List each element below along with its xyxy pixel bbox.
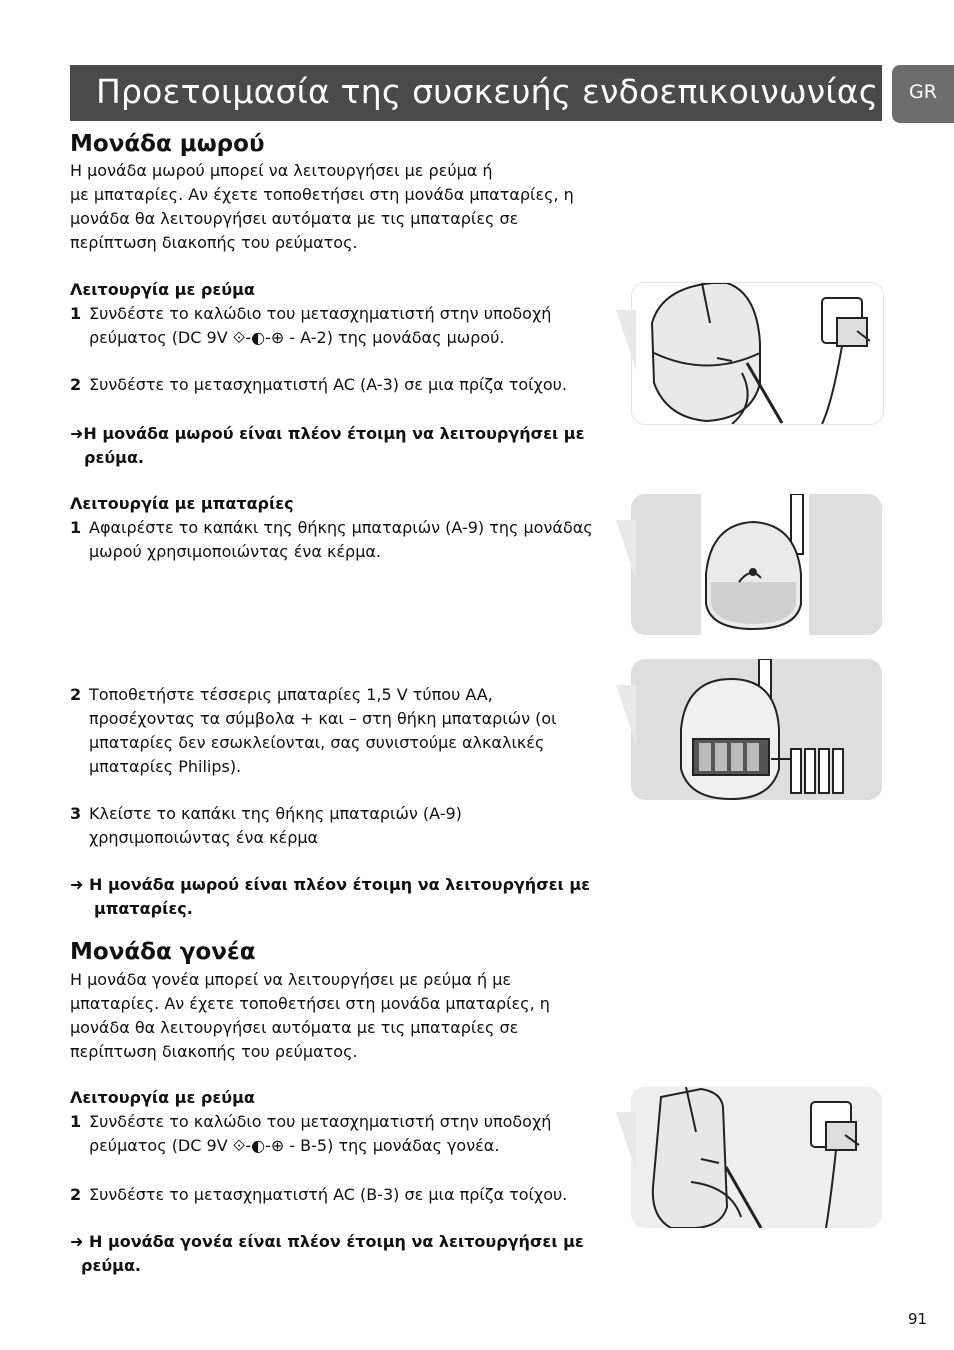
step-line: μωρού χρησιμοποιώντας ένα κέρμα. [89, 542, 382, 561]
parent-unit-heading: Μονάδα γονέα [70, 939, 256, 965]
intro-line: Η μονάδα γονέα μπορεί να λειτουργήσει με ρεύμα ή με [70, 970, 512, 989]
step-number: 3 [70, 804, 82, 823]
parent-unit-intro [70, 968, 610, 1064]
illustration-parent-mains [631, 1087, 882, 1228]
language-tab-label: GR [909, 81, 937, 103]
baby-mains-step-2 [70, 373, 610, 397]
step-line: Συνδέστε το καλώδιο του μετασχηματιστή στην υποδοχή [89, 1112, 552, 1131]
intro-line: περίπτωση διακοπής του ρεύματος. [70, 1042, 358, 1061]
step-number: 2 [70, 685, 82, 704]
step-number: 2 [70, 1185, 82, 1204]
step-line: Τοποθετήστε τέσσερις μπαταρίες 1,5 V τύπου AA, [89, 685, 493, 704]
parent-unit-plug-drawing [631, 1087, 882, 1228]
baby-battery-step-3 [70, 802, 610, 850]
baby-unit-plug-drawing [632, 283, 883, 424]
step-line: ρεύματος (DC 9V ⟐-◐-⊕ - A-2) της μονάδας μωρού. [89, 328, 505, 347]
illustration-baby-mains [631, 282, 884, 425]
step-line: Συνδέστε το μετασχηματιστή AC (A-3) σε μια πρίζα τοίχου. [89, 375, 567, 394]
baby-battery-subheading: Λειτουργία με μπαταρίες [70, 494, 294, 513]
step-number: 1 [70, 304, 82, 323]
illustration-pointer-4 [616, 1112, 636, 1172]
step-line: Κλείστε το καπάκι της θήκης μπαταριών (A-9) [89, 804, 462, 823]
result-line: ➜ Η μονάδα μωρού είναι πλέον έτοιμη να λειτουργήσει με [70, 875, 591, 894]
baby-battery-result [70, 873, 610, 921]
step-line: Συνδέστε το μετασχηματιστή AC (B-3) σε μια πρίζα τοίχου. [89, 1185, 568, 1204]
insert-batteries-drawing [631, 659, 882, 800]
illustration-pointer-3 [616, 685, 636, 745]
illustration-pointer-1 [616, 310, 636, 370]
page-number: 91 [908, 1310, 928, 1328]
step-line: Συνδέστε το καλώδιο του μετασχηματιστή στην υποδοχή [89, 304, 552, 323]
parent-mains-step-1 [70, 1110, 610, 1158]
step-number: 2 [70, 375, 82, 394]
parent-mains-result [70, 1230, 610, 1278]
intro-line: με μπαταρίες. Αν έχετε τοποθετήσει στη μονάδα μπαταρίες, η [70, 185, 574, 204]
result-line: μπαταρίες. [94, 899, 193, 918]
result-line: ➜Η μονάδα μωρού είναι πλέον έτοιμη να λειτουργήσει με [70, 424, 585, 443]
result-line: ➜ Η μονάδα γονέα είναι πλέον έτοιμη να λειτουργήσει με [70, 1232, 584, 1251]
baby-mains-step-1 [70, 302, 610, 350]
result-line: ρεύμα. [84, 448, 145, 467]
battery-cover-drawing [631, 494, 882, 635]
illustration-pointer-2 [616, 520, 636, 580]
parent-mains-step-2 [70, 1183, 610, 1207]
step-line: μπαταρίες Philips). [89, 757, 242, 776]
page-title: Προετοιμασία της συσκευής ενδοεπικοινωνίας [96, 72, 879, 111]
intro-line: μονάδα θα λειτουργήσει αυτόματα με τις μπαταρίες σε [70, 1018, 519, 1037]
step-line: ρεύματος (DC 9V ⟐-◐-⊕ - B-5) της μονάδας γονέα. [89, 1136, 500, 1155]
baby-battery-step-1 [70, 516, 610, 564]
step-line: Αφαιρέστε το καπάκι της θήκης μπαταριών (A-9) της μονάδας [89, 518, 593, 537]
intro-line: μονάδα θα λειτουργήσει αυτόματα με τις μπαταρίες σε [70, 209, 519, 228]
step-line: χρησιμοποιώντας ένα κέρμα [89, 828, 319, 847]
baby-battery-step-2 [70, 683, 610, 779]
baby-unit-heading: Μονάδα μωρού [70, 131, 265, 157]
step-number: 1 [70, 1112, 82, 1131]
intro-line: περίπτωση διακοπής του ρεύματος. [70, 233, 358, 252]
step-line: προσέχοντας τα σύμβολα + και – στη θήκη μπαταριών (οι [89, 709, 557, 728]
illustration-baby-insert-batteries [631, 659, 882, 800]
step-number: 1 [70, 518, 82, 537]
parent-mains-subheading: Λειτουργία με ρεύμα [70, 1088, 255, 1107]
step-line: μπαταρίες δεν εσωκλείονται, σας συνιστούμε αλκαλικές [89, 733, 545, 752]
illustration-baby-battery-cover [631, 494, 882, 635]
intro-line: μπαταρίες. Αν έχετε τοποθετήσει στη μονάδα μπαταρίες, η [70, 994, 550, 1013]
intro-line: Η μονάδα μωρού μπορεί να λειτουργήσει με ρεύμα ή [70, 161, 493, 180]
result-line: ρεύμα. [81, 1256, 142, 1275]
baby-mains-subheading: Λειτουργία με ρεύμα [70, 280, 255, 299]
baby-unit-intro [70, 159, 610, 255]
baby-mains-result [70, 422, 610, 470]
